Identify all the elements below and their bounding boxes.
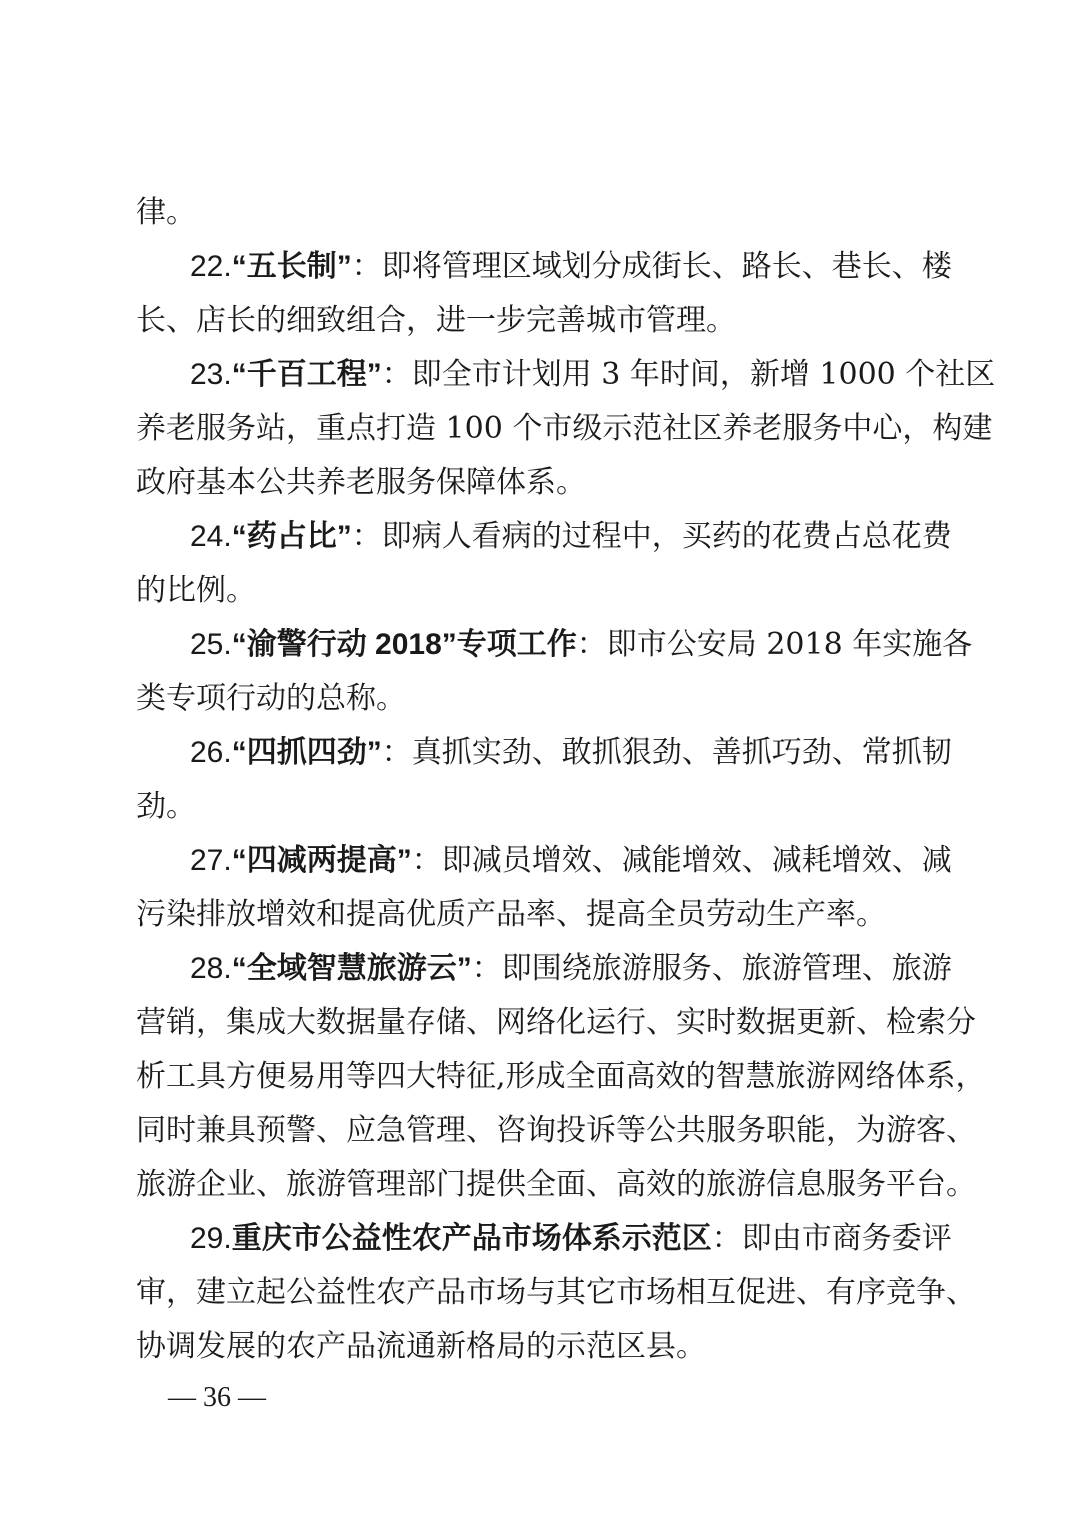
entry-heading [190, 1212, 952, 1266]
entry-term: “千百工程” [231, 358, 382, 391]
body-text: 旅游企业、旅游管理部门提供全面、高效的旅游信息服务平台。 [136, 1167, 976, 1202]
entry-heading [190, 726, 952, 780]
glossary-line [0, 294, 1074, 348]
body-text: 即全市计划用 3 年时间，新增 1000 个社区 [411, 357, 996, 392]
glossary-entry-22 [0, 240, 1074, 294]
glossary-line [0, 1320, 1074, 1374]
body-text: 同时兼具预警、应急管理、咨询投诉等公共服务职能，为游客、 [136, 1113, 976, 1148]
body-text: 真抓实劲、敢抓狠劲、善抓巧劲、常抓韧 [411, 735, 952, 770]
body-text: 政府基本公共养老服务保障体系。 [136, 465, 586, 500]
entry-separator: ： [576, 627, 607, 662]
entry-number: 25. [190, 628, 232, 661]
entry-heading [190, 618, 972, 672]
entry-term: “四抓四劲” [231, 736, 382, 769]
body-text: 即市公安局 2018 年实施各 [606, 627, 973, 662]
entry-separator: ： [411, 843, 442, 878]
entry-number: 28. [190, 952, 232, 985]
entry-heading [190, 240, 952, 294]
body-text: 污染排放增效和提高优质产品率、提高全员劳动生产率。 [136, 897, 886, 932]
entry-term: “渝警行动 2018”专项工作 [231, 628, 577, 661]
entry-number: 24. [190, 520, 232, 553]
glossary-entry-27 [0, 834, 1074, 888]
glossary-line [0, 1158, 1074, 1212]
body-text: 劲。 [136, 789, 196, 824]
body-text: 审，建立起公益性农产品市场与其它市场相互促进、有序竞争、 [136, 1275, 976, 1310]
glossary-line [0, 1266, 1074, 1320]
glossary-line [0, 456, 1074, 510]
entry-separator: ： [351, 249, 382, 284]
glossary-entry-28 [0, 942, 1074, 996]
entry-separator: ： [381, 735, 412, 770]
entry-number: 27. [190, 844, 232, 877]
entry-separator: ： [351, 519, 382, 554]
entry-term: “四减两提高” [231, 844, 412, 877]
entry-number: 29. [190, 1222, 232, 1255]
entry-term: 重庆市公益性农产品市场体系示范区 [231, 1222, 712, 1255]
body-text: 即围绕旅游服务、旅游管理、旅游 [501, 951, 952, 986]
entry-number: 23. [190, 358, 232, 391]
glossary-entry-23 [0, 348, 1074, 402]
entry-heading [190, 348, 995, 402]
glossary-line [0, 402, 1074, 456]
glossary-line [0, 996, 1074, 1050]
entry-heading [190, 942, 952, 996]
paragraph-continuation [0, 186, 1074, 240]
glossary-entry-25 [0, 618, 1074, 672]
glossary-entry-29 [0, 1212, 1074, 1266]
entry-separator: ： [711, 1221, 742, 1256]
entry-number: 22. [190, 250, 232, 283]
body-text: 即由市商务委评 [741, 1221, 952, 1256]
body-text: 的比例。 [136, 573, 256, 608]
glossary-line [0, 564, 1074, 618]
entry-separator: ： [381, 357, 412, 392]
entry-term: “五长制” [231, 250, 352, 283]
entry-term: “药占比” [231, 520, 352, 553]
body-text: 即将管理区域划分成街长、路长、巷长、楼 [381, 249, 952, 284]
glossary-entry-24 [0, 510, 1074, 564]
page-number: — 36 — [168, 1382, 266, 1413]
glossary-line [0, 1050, 1074, 1104]
entry-heading [190, 834, 952, 888]
glossary-entry-26 [0, 726, 1074, 780]
body-text: 营销，集成大数据量存储、网络化运行、实时数据更新、检索分 [136, 1005, 976, 1040]
body-text: 养老服务站，重点打造 100 个市级示范社区养老服务中心，构建 [136, 411, 993, 446]
body-text: 长、店长的细致组合，进一步完善城市管理。 [136, 303, 736, 338]
entry-separator: ： [471, 951, 502, 986]
body-text: 析工具方便易用等四大特征,形成全面高效的智慧旅游网络体系， [136, 1059, 986, 1094]
glossary-line [0, 672, 1074, 726]
entry-term: “全域智慧旅游云” [231, 952, 472, 985]
glossary-line [0, 888, 1074, 942]
body-text: 即病人看病的过程中，买药的花费占总花费 [381, 519, 952, 554]
glossary-line [0, 1104, 1074, 1158]
body-text: 律。 [136, 195, 196, 230]
entry-heading [190, 510, 952, 564]
glossary-line [0, 780, 1074, 834]
body-text: 即减员增效、减能增效、减耗增效、减 [441, 843, 952, 878]
body-text: 类专项行动的总称。 [136, 681, 406, 716]
entry-number: 26. [190, 736, 232, 769]
body-text: 协调发展的农产品流通新格局的示范区县。 [136, 1329, 706, 1364]
